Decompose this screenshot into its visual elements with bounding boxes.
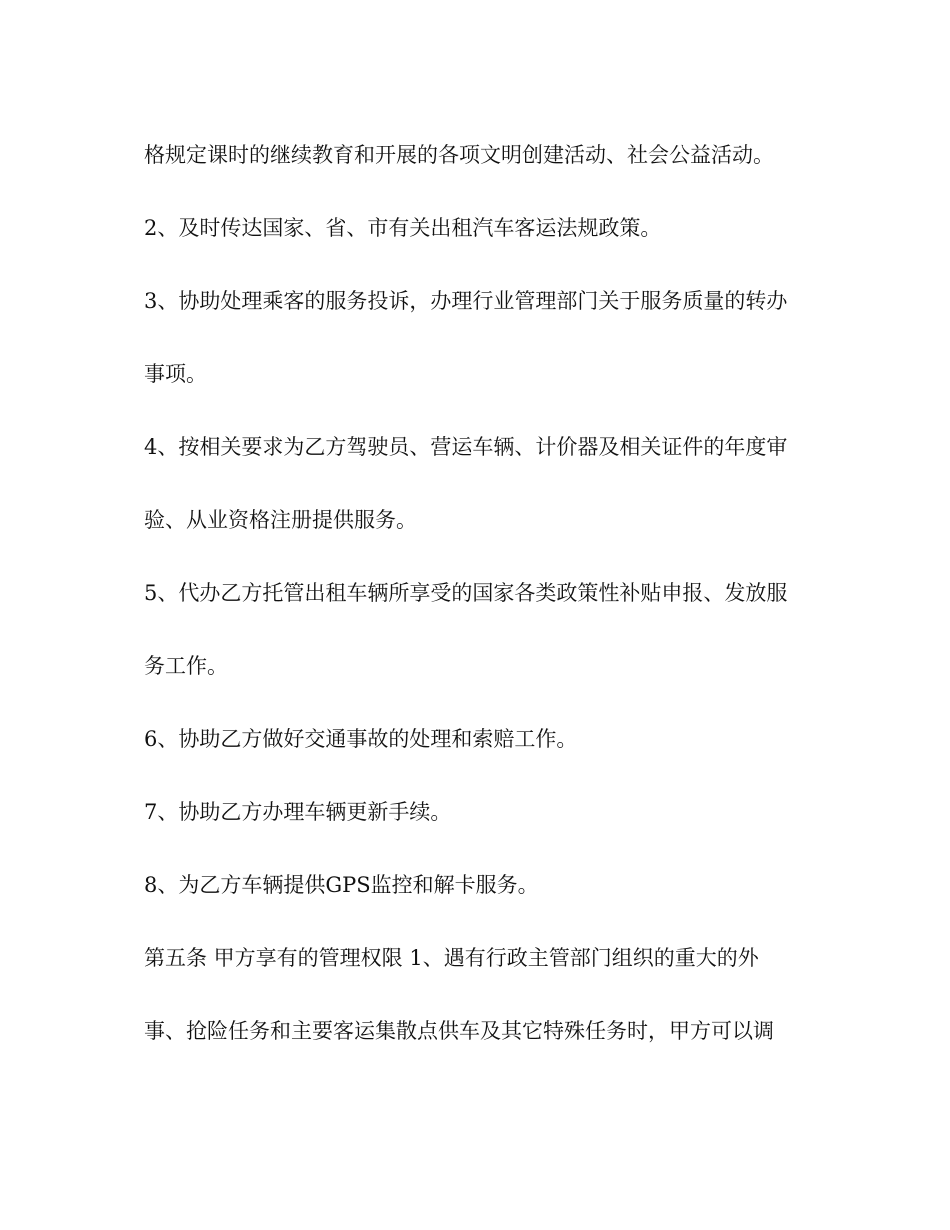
paragraph-line: 6、协助乙方做好交通事故的处理和索赔工作。	[144, 727, 578, 751]
paragraph-line: 5、代办乙方托管出租车辆所享受的国家各类政策性补贴申报、发放服	[144, 581, 788, 605]
paragraph-line: 8、为乙方车辆提供GPS监控和解卡服务。	[144, 873, 539, 897]
paragraph-line: 务工作。	[144, 654, 228, 678]
paragraph-line: 验、从业资格注册提供服务。	[144, 508, 417, 532]
paragraph-line: 事、抢险任务和主要客运集散点供车及其它特殊任务时，甲方可以调	[144, 1019, 774, 1043]
paragraph-line: 格规定课时的继续教育和开展的各项文明创建活动、社会公益活动。	[144, 143, 774, 167]
paragraph-line: 事项。	[144, 362, 207, 386]
paragraph-line: 第五条 甲方享有的管理权限 1、遇有行政主管部门组织的重大的外	[144, 946, 759, 970]
paragraph-line: 2、及时传达国家、省、市有关出租汽车客运法规政策。	[144, 216, 662, 240]
paragraph-line: 3、协助处理乘客的服务投诉，办理行业管理部门关于服务质量的转办	[144, 289, 788, 313]
paragraph-line: 4、按相关要求为乙方驾驶员、营运车辆、计价器及相关证件的年度审	[144, 435, 788, 459]
paragraph-line: 7、协助乙方办理车辆更新手续。	[144, 800, 452, 824]
